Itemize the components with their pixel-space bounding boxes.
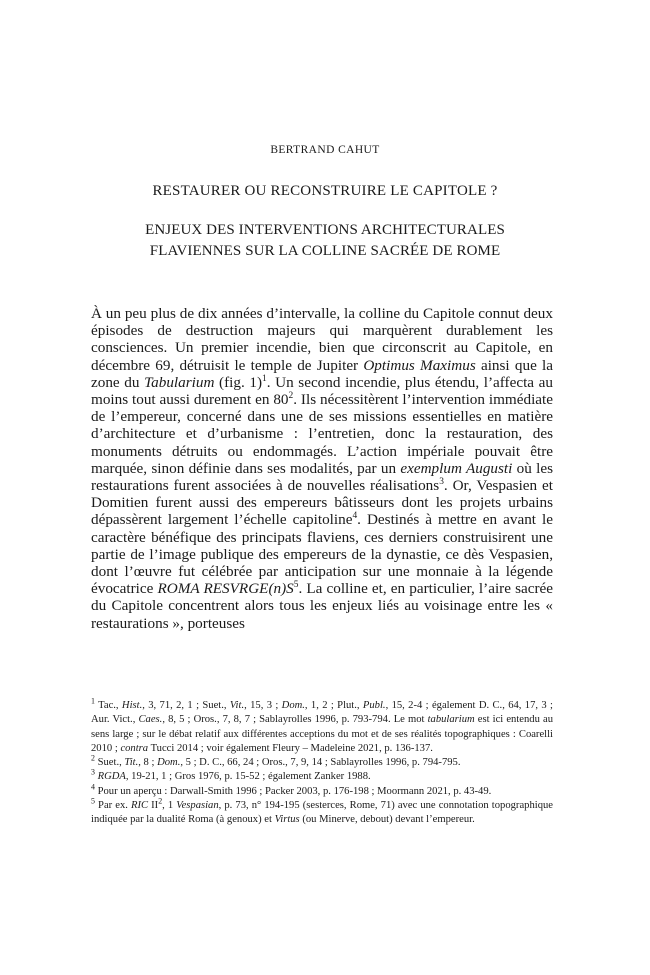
footnote-text: Tac., [94,700,122,711]
footnote-ref-2[interactable]: 2 [288,390,294,401]
subtitle-line-2: FLAVIENNES SUR LA COLLINE SACRÉE DE ROME [149,243,501,259]
footnote-text: Par ex. [94,800,131,812]
footnote-text: est ici entendu au sens large ; sur le débat relatif aux différentes acceptions du mot et de ses réalités topographiques : Coarelli 2010 ; [91,714,553,754]
footnote-italic: Dom. [281,700,305,711]
body-text-run: . La colline et, en particulier, l’aire sacrée du Capitole concentrent alors tous les enjeux liés au voisinage entre les « restaurations », porteuses [91,580,554,632]
body-italic: exemplum Augusti [400,459,513,477]
footnote-text: (ou Minerve, debout) devant l’empereur. [299,814,475,826]
footnote-italic: tabularium [427,714,475,726]
footnote-text: II [148,800,159,812]
article-title: RESTAURER OU RECONSTRUIRE LE CAPITOLE ? [152,183,498,199]
footnote-number: 2 [91,753,95,763]
footnote-text: , p. 73, n° 194-195 (sesterces, Rome, 71) avec une connotation topographique indiquée par la dualité Roma (à genoux) et [91,800,553,826]
footnote-ref-4[interactable]: 4 [352,511,358,522]
footnote-number: 3 [91,767,95,777]
footnote-italic: Hist. [121,700,143,711]
footnote-text: , 3, 71, 2, 1 ; Suet., [142,700,230,711]
footnote-italic: RIC [130,800,149,812]
body-text-run: ainsi que la zone du [91,356,553,391]
footnote-3 [91,767,553,784]
footnote-italic: Tit. [124,757,139,769]
footnote-ref-1[interactable]: 1 [262,373,267,384]
footnote-text: , 8 ; [138,757,158,769]
footnote-text: Pour un aperçu : Darwall-Smith 1996 ; Packer 2003, p. 176-198 ; Moormann 2021, p. 43-49. [94,785,492,797]
footnote-text: , 15, 2-4 ; également D. C., 64, 17, 3 ; Aur. Vict., [91,700,553,726]
footnote-number: 1 [91,696,95,706]
body-text-run: (fig. 1) [214,373,263,391]
footnote-italic: contra [120,742,149,754]
body-text-run: . Or, Vespasien et Domitien furent aussi des empereurs bâtisseurs dont les projets urbains dépassèrent largement l’échelle capitoline [91,477,553,529]
body-italic: Tabularium [144,373,215,391]
footnote-italic: RGDA [97,771,126,783]
article-subtitle [0,220,650,262]
body-italic: Optimus Maximus [363,356,476,374]
body-text-run: . Destinés à mettre en avant le caractère bénéfique des principats flaviens, ces derniers construisirent une partie de l’image publique des empereurs de la dynastie, ce dès Vespasien, dont l’œuvre fut célébrée par anticipation sur une monnaie à la légende évocatrice [91,511,553,598]
footnote-number: 5 [91,796,95,806]
footnote-text: , 19-21, 1 ; Gros 1976, p. 15-52 ; également Zanker 1988. [125,771,371,783]
footnote-italic: Virtus [274,814,300,826]
footnote-italic: Vespasian [176,800,219,812]
footnote-text: , 8, 5 ; Oros., 7, 8, 7 ; Sablayrolles 1996, p. 793-794. Le mot [162,714,428,726]
body-text-run: . Ils nécessitèrent l’intervention immédiate de l’empereur, concerné dans une de ses missions essentielles en matière d’architecture et d’urbanisme : l’entretien, donc la restauration, des monuments détruits ou endommagés. L’action impériale pouvait être marquée, sinon définie dans ses modalités, par un [91,391,553,477]
footnote-ref-5[interactable]: 5 [293,580,299,591]
body-text-run: . Un second incendie, plus étendu, l’affecta au moins tout aussi durement en 80 [91,373,553,409]
body-text-run: où les restaurations furent associées à de nouvelles réalisations [91,459,554,495]
edition-superscript: 2 [158,796,163,806]
footnote-number: 4 [91,782,95,792]
running-head-author: BERTRAND CAHUT [270,144,380,156]
footnote-5 [91,796,553,828]
footnote-text: , 1 [162,800,177,812]
footnote-text: , 5 ; D. C., 66, 24 ; Oros., 7, 9, 14 ; Sablayrolles 1996, p. 794-795. [180,757,461,769]
footnote-text: Tucci 2014 ; voir également Fleury – Madeleine 2021, p. 136-137. [148,742,433,754]
footnote-italic: Caes. [138,714,163,726]
footnote-text: , 15, 3 ; [244,700,282,711]
footnotes [91,696,553,828]
body-paragraph [91,305,553,632]
footnote-2 [91,753,553,770]
footnote-text: , 1, 2 ; Plut., [304,700,363,711]
footnote-italic: Publ. [362,700,386,711]
footnote-ref-3[interactable]: 3 [439,476,444,487]
body-italic: ROMA RESVRGE(n)S [157,580,294,598]
footnote-1 [91,696,553,756]
subtitle-line-1: ENJEUX DES INTERVENTIONS ARCHITECTURALES [145,222,505,238]
footnote-italic: Dom. [157,757,181,769]
footnote-italic: Vit. [229,700,245,711]
body-text-run: À un peu plus de dix années d’intervalle, la colline du Capitole connut deux épisodes de destruction majeurs qui marquèrent durablement les consciences. Un premier incendie, bien que circonscrit au Capitole, en décembre 69, détruisit le temple de Jupiter [91,305,553,374]
footnote-text: Suet., [94,757,125,769]
